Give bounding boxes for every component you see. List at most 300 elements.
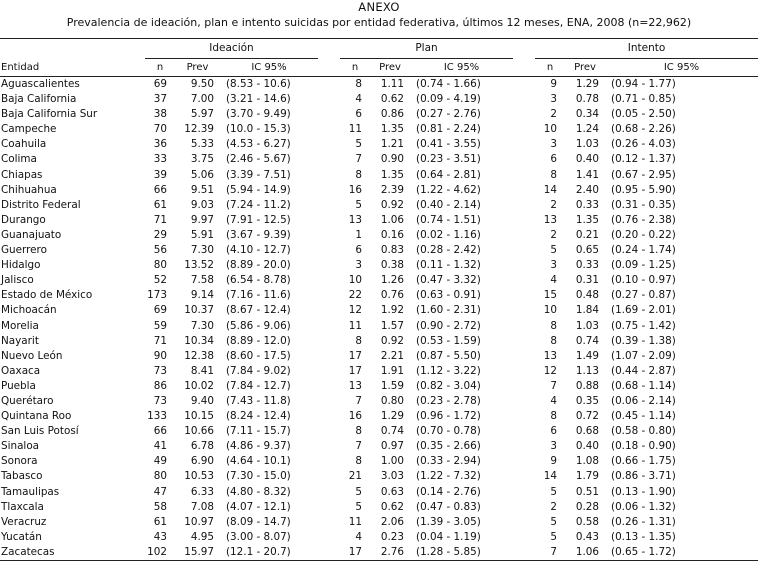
- table-caption: Prevalencia de ideación, plan e intento suicidas por entidad federativa, últimos 12 meses, ENA, 2008 (n=22,962): [66, 16, 692, 29]
- cell-entidad: Veracruz: [1, 515, 47, 528]
- cell-plan-ic: (0.96 - 1.72): [416, 410, 481, 423]
- cell-intento-prev: 1.84: [575, 304, 600, 317]
- cell-plan-n: 4: [355, 530, 363, 543]
- cell-intento-n: 10: [543, 123, 558, 136]
- cell-intento-ic: (0.13 - 1.90): [611, 485, 676, 498]
- cell-gap: [513, 319, 535, 334]
- cell-intento-n: 6: [550, 153, 558, 166]
- cell-ideacion-prev: 6.33: [190, 485, 214, 498]
- cell-gap: [318, 530, 340, 545]
- table-row: [0, 77, 758, 93]
- cell-ideacion-n: 49: [153, 455, 167, 468]
- cell-ideacion-ic: (4.53 - 6.27): [226, 138, 291, 151]
- cell-plan-n: 21: [348, 470, 363, 483]
- cell-gap: [513, 379, 535, 394]
- cell-gap: [318, 137, 340, 152]
- column-header-n: n: [156, 62, 164, 73]
- cell-gap: [318, 485, 340, 500]
- column-header-prev: Prev: [379, 62, 401, 73]
- cell-plan-n: 8: [355, 168, 363, 181]
- cell-gap: [513, 213, 535, 228]
- cell-gap: [318, 545, 340, 561]
- cell-ideacion-prev: 12.39: [184, 123, 214, 136]
- cell-intento-prev: 0.34: [575, 108, 600, 121]
- cell-entidad: Colima: [1, 153, 37, 166]
- cell-plan-prev: 0.92: [380, 334, 405, 347]
- cell-ideacion-n: 37: [153, 93, 167, 106]
- cell-gap: [513, 349, 535, 364]
- cell-intento-prev: 0.48: [575, 289, 600, 302]
- cell-ideacion-ic: (7.24 - 11.2): [226, 198, 291, 211]
- cell-ideacion-prev: 12.38: [184, 349, 214, 362]
- cell-intento-n: 15: [543, 289, 558, 302]
- cell-plan-n: 3: [355, 259, 363, 272]
- cell-plan-prev: 0.63: [380, 485, 405, 498]
- cell-gap: [318, 469, 340, 484]
- table-row: [0, 469, 758, 484]
- cell-ideacion-ic: (8.53 - 10.6): [226, 78, 291, 90]
- cell-intento-n: 5: [550, 485, 558, 498]
- cell-plan-ic: (0.09 - 4.19): [416, 93, 481, 106]
- group-header-plan: Plan: [340, 39, 513, 59]
- cell-intento-prev: 1.35: [575, 213, 600, 226]
- cell-intento-n: 7: [550, 545, 558, 558]
- cell-gap: [318, 515, 340, 530]
- cell-intento-n: 9: [550, 78, 558, 90]
- cell-ideacion-n: 29: [153, 228, 167, 241]
- table-row: [0, 137, 758, 152]
- cell-ideacion-n: 80: [153, 470, 167, 483]
- cell-entidad: Aguascalientes: [1, 78, 80, 90]
- column-header-entidad: Entidad: [1, 61, 40, 73]
- cell-ideacion-ic: (7.91 - 12.5): [226, 213, 291, 226]
- cell-plan-prev: 0.92: [380, 198, 405, 211]
- cell-ideacion-n: 52: [153, 274, 167, 287]
- cell-plan-n: 7: [355, 153, 363, 166]
- cell-intento-prev: 0.43: [575, 530, 600, 543]
- cell-plan-n: 13: [348, 213, 363, 226]
- cell-gap: [318, 409, 340, 424]
- cell-ideacion-ic: (7.84 - 12.7): [226, 379, 291, 392]
- cell-plan-prev: 0.74: [380, 425, 405, 438]
- cell-plan-prev: 0.76: [380, 289, 405, 302]
- table-row: [0, 152, 758, 167]
- cell-ideacion-ic: (4.80 - 8.32): [226, 485, 291, 498]
- cell-plan-ic: (0.02 - 1.16): [416, 228, 481, 241]
- cell-gap: [318, 439, 340, 454]
- cell-gap: [513, 334, 535, 349]
- cell-intento-prev: 1.29: [575, 78, 600, 90]
- cell-intento-ic: (0.67 - 2.95): [611, 168, 676, 181]
- cell-gap: [513, 243, 535, 258]
- cell-ideacion-ic: (8.09 - 14.7): [226, 515, 291, 528]
- cell-intento-prev: 0.51: [575, 485, 600, 498]
- cell-ideacion-prev: 5.06: [190, 168, 214, 181]
- cell-entidad: Coahuila: [1, 138, 47, 151]
- column-header-ic: IC 95%: [443, 62, 480, 73]
- cell-ideacion-prev: 5.91: [190, 228, 214, 241]
- cell-gap: [513, 500, 535, 515]
- cell-ideacion-ic: (3.00 - 8.07): [226, 530, 291, 543]
- cell-gap: [318, 303, 340, 318]
- cell-gap: [513, 469, 535, 484]
- cell-ideacion-ic: (5.86 - 9.06): [226, 319, 291, 332]
- cell-ideacion-n: 66: [153, 425, 167, 438]
- cell-intento-prev: 1.08: [575, 455, 600, 468]
- cell-entidad: Morelia: [1, 319, 39, 332]
- cell-intento-prev: 0.40: [575, 440, 600, 453]
- cell-gap: [513, 409, 535, 424]
- cell-ideacion-n: 36: [153, 138, 167, 151]
- table-row: [0, 334, 758, 349]
- cell-ideacion-prev: 7.58: [190, 274, 214, 287]
- cell-gap: [318, 379, 340, 394]
- cell-intento-prev: 2.40: [575, 183, 600, 196]
- table-row: [0, 107, 758, 122]
- cell-plan-prev: 2.76: [380, 545, 405, 558]
- cell-intento-prev: 1.79: [575, 470, 600, 483]
- cell-intento-n: 5: [550, 515, 558, 528]
- cell-intento-ic: (0.27 - 0.87): [611, 289, 676, 302]
- table-row: [0, 288, 758, 303]
- cell-ideacion-n: 47: [153, 485, 167, 498]
- table-row: [0, 258, 758, 273]
- cell-intento-prev: 0.35: [575, 394, 600, 407]
- cell-intento-prev: 0.31: [575, 274, 600, 287]
- table-row: [0, 243, 758, 258]
- cell-plan-prev: 1.00: [380, 455, 405, 468]
- cell-plan-prev: 2.06: [380, 515, 405, 528]
- cell-entidad: Guerrero: [1, 244, 47, 257]
- cell-intento-ic: (0.76 - 2.38): [611, 213, 676, 226]
- table-row: [0, 92, 758, 107]
- cell-intento-n: 5: [550, 530, 558, 543]
- cell-intento-ic: (0.75 - 1.42): [611, 319, 676, 332]
- cell-gap: [318, 288, 340, 303]
- table-row: [0, 515, 758, 530]
- cell-ideacion-prev: 9.51: [190, 183, 214, 196]
- cell-intento-ic: (0.39 - 1.38): [611, 334, 676, 347]
- cell-ideacion-n: 102: [147, 545, 167, 558]
- document-title: ANEXO: [358, 0, 400, 14]
- cell-plan-n: 11: [348, 123, 363, 136]
- cell-entidad: Sonora: [1, 455, 38, 468]
- cell-plan-ic: (0.11 - 1.32): [416, 259, 481, 272]
- cell-ideacion-n: 73: [153, 394, 167, 407]
- cell-entidad: Tabasco: [1, 470, 43, 483]
- cell-plan-prev: 1.35: [380, 123, 405, 136]
- table-row: [0, 409, 758, 424]
- cell-plan-ic: (0.74 - 1.66): [416, 78, 481, 90]
- cell-entidad: Baja California Sur: [1, 108, 98, 121]
- cell-ideacion-prev: 7.30: [190, 244, 214, 257]
- cell-plan-prev: 0.80: [380, 394, 405, 407]
- cell-intento-ic: (0.31 - 0.35): [611, 198, 676, 211]
- cell-entidad: Yucatán: [1, 530, 42, 543]
- cell-plan-ic: (1.22 - 7.32): [416, 470, 481, 483]
- cell-intento-ic: (1.69 - 2.01): [611, 304, 676, 317]
- cell-intento-n: 12: [543, 364, 558, 377]
- table-row: [0, 379, 758, 394]
- cell-ideacion-prev: 7.30: [190, 319, 214, 332]
- cell-ideacion-n: 58: [153, 500, 167, 513]
- cell-ideacion-n: 56: [153, 244, 167, 257]
- cell-ideacion-ic: (8.67 - 12.4): [226, 304, 291, 317]
- cell-ideacion-n: 173: [147, 289, 167, 302]
- cell-plan-n: 6: [355, 108, 363, 121]
- cell-plan-ic: (1.60 - 2.31): [416, 304, 481, 317]
- cell-plan-n: 22: [348, 289, 363, 302]
- cell-ideacion-prev: 9.50: [190, 78, 214, 90]
- cell-intento-ic: (0.09 - 1.25): [611, 259, 676, 272]
- cell-ideacion-prev: 10.53: [184, 470, 214, 483]
- cell-plan-prev: 2.21: [380, 349, 405, 362]
- cell-entidad: Hidalgo: [1, 259, 41, 272]
- cell-ideacion-ic: (4.07 - 12.1): [226, 500, 291, 513]
- cell-intento-n: 2: [550, 228, 558, 241]
- cell-gap: [513, 77, 535, 93]
- cell-ideacion-ic: (10.0 - 15.3): [226, 123, 291, 136]
- cell-plan-ic: (0.47 - 3.32): [416, 274, 481, 287]
- cell-gap: [318, 319, 340, 334]
- cell-entidad: Chiapas: [1, 168, 43, 181]
- cell-intento-ic: (0.05 - 2.50): [611, 108, 676, 121]
- cell-entidad: Jalisco: [1, 274, 34, 287]
- cell-plan-n: 11: [348, 319, 363, 332]
- cell-plan-n: 4: [355, 93, 363, 106]
- cell-plan-ic: (0.41 - 3.55): [416, 138, 481, 151]
- cell-plan-prev: 0.23: [380, 530, 405, 543]
- cell-entidad: Querétaro: [1, 394, 54, 407]
- cell-plan-ic: (0.33 - 2.94): [416, 455, 481, 468]
- cell-plan-prev: 0.62: [380, 93, 405, 106]
- cell-gap: [318, 334, 340, 349]
- cell-plan-prev: 0.38: [380, 259, 405, 272]
- cell-plan-n: 7: [355, 394, 363, 407]
- cell-plan-n: 13: [348, 379, 363, 392]
- cell-gap: [513, 258, 535, 273]
- cell-ideacion-n: 69: [153, 78, 167, 90]
- cell-ideacion-prev: 10.15: [184, 410, 214, 423]
- cell-intento-prev: 0.72: [575, 410, 600, 423]
- cell-intento-n: 13: [543, 349, 558, 362]
- column-header-prev: Prev: [186, 62, 209, 73]
- cell-intento-prev: 1.41: [575, 168, 600, 181]
- cell-gap: [513, 454, 535, 469]
- cell-intento-n: 10: [543, 304, 558, 317]
- cell-intento-ic: (0.13 - 1.35): [611, 530, 676, 543]
- cell-intento-prev: 1.03: [575, 319, 600, 332]
- cell-ideacion-ic: (4.64 - 10.1): [226, 455, 291, 468]
- cell-plan-prev: 0.97: [380, 440, 405, 453]
- cell-intento-n: 13: [543, 213, 558, 226]
- cell-ideacion-ic: (7.11 - 15.7): [226, 425, 291, 438]
- cell-ideacion-ic: (2.46 - 5.67): [226, 153, 291, 166]
- cell-ideacion-n: 39: [153, 168, 167, 181]
- cell-gap: [513, 530, 535, 545]
- cell-plan-n: 6: [355, 244, 363, 257]
- cell-intento-n: 14: [543, 470, 558, 483]
- cell-ideacion-prev: 4.95: [190, 530, 214, 543]
- cell-plan-n: 16: [348, 410, 363, 423]
- cell-plan-n: 10: [348, 274, 363, 287]
- cell-intento-prev: 1.06: [575, 545, 600, 558]
- cell-ideacion-prev: 10.66: [184, 425, 214, 438]
- cell-gap: [318, 122, 340, 137]
- cell-intento-ic: (0.86 - 3.71): [611, 470, 676, 483]
- cell-plan-prev: 0.83: [380, 244, 405, 257]
- cell-plan-prev: 1.06: [380, 213, 405, 226]
- column-header-n: n: [546, 62, 554, 73]
- cell-ideacion-prev: 10.97: [184, 515, 214, 528]
- cell-intento-n: 2: [550, 108, 558, 121]
- group-header-gap: [318, 39, 340, 59]
- table-body: [0, 77, 758, 561]
- cell-ideacion-ic: (8.24 - 12.4): [226, 410, 291, 423]
- cell-ideacion-n: 43: [153, 530, 167, 543]
- cell-ideacion-ic: (3.70 - 9.49): [226, 108, 291, 121]
- cell-intento-prev: 0.33: [575, 259, 600, 272]
- cell-entidad: Nuevo León: [1, 349, 63, 362]
- cell-plan-prev: 2.39: [380, 183, 405, 196]
- cell-intento-n: 3: [550, 93, 558, 106]
- cell-entidad: Quintana Roo: [1, 410, 72, 423]
- cell-ideacion-n: 59: [153, 319, 167, 332]
- cell-intento-ic: (0.10 - 0.97): [611, 274, 676, 287]
- cell-plan-n: 12: [348, 304, 363, 317]
- cell-plan-ic: (0.28 - 2.42): [416, 244, 481, 257]
- cell-intento-n: 14: [543, 183, 558, 196]
- group-header-row: [0, 39, 758, 59]
- cell-intento-n: 8: [550, 319, 558, 332]
- cell-gap: [318, 168, 340, 183]
- cell-entidad: Chihuahua: [1, 183, 57, 196]
- cell-gap: [513, 152, 535, 167]
- cell-gap: [513, 485, 535, 500]
- cell-gap: [513, 107, 535, 122]
- table-row: [0, 319, 758, 334]
- cell-intento-ic: (0.06 - 1.32): [611, 500, 676, 513]
- cell-gap: [318, 77, 340, 93]
- group-header-ideacion: Ideación: [145, 39, 318, 59]
- cell-gap: [513, 92, 535, 107]
- cell-ideacion-ic: (3.39 - 7.51): [226, 168, 291, 181]
- cell-gap: [513, 303, 535, 318]
- cell-intento-prev: 1.03: [575, 138, 600, 151]
- cell-gap: [513, 122, 535, 137]
- cell-intento-ic: (0.58 - 0.80): [611, 425, 676, 438]
- cell-intento-ic: (0.68 - 2.26): [611, 123, 676, 136]
- table-row: [0, 424, 758, 439]
- cell-ideacion-n: 70: [153, 123, 167, 136]
- cell-ideacion-n: 71: [153, 213, 167, 226]
- cell-ideacion-ic: (4.10 - 12.7): [226, 244, 291, 257]
- cell-intento-n: 8: [550, 168, 558, 181]
- cell-gap: [513, 515, 535, 530]
- cell-entidad: Guanajuato: [1, 228, 62, 241]
- cell-ideacion-ic: (7.43 - 11.8): [226, 394, 291, 407]
- cell-entidad: Puebla: [1, 379, 36, 392]
- cell-plan-ic: (1.12 - 3.22): [416, 364, 481, 377]
- cell-plan-ic: (0.23 - 3.51): [416, 153, 481, 166]
- cell-gap: [513, 137, 535, 152]
- cell-plan-prev: 0.86: [380, 108, 405, 121]
- column-header-ic: IC 95%: [251, 62, 287, 73]
- cell-plan-ic: (0.70 - 0.78): [416, 425, 481, 438]
- cell-plan-ic: (0.47 - 0.83): [416, 500, 481, 513]
- cell-plan-prev: 1.59: [380, 379, 405, 392]
- group-header-intento: Intento: [535, 39, 758, 59]
- cell-ideacion-ic: (3.21 - 14.6): [226, 93, 291, 106]
- cell-intento-n: 5: [550, 244, 558, 257]
- table-row: [0, 273, 758, 288]
- cell-ideacion-n: 71: [153, 334, 167, 347]
- cell-entidad: San Luis Potosí: [1, 425, 79, 438]
- cell-intento-ic: (1.07 - 2.09): [611, 349, 676, 362]
- cell-intento-ic: (0.44 - 2.87): [611, 364, 676, 377]
- cell-gap: [513, 273, 535, 288]
- cell-plan-n: 8: [355, 334, 363, 347]
- cell-intento-prev: 0.88: [575, 379, 600, 392]
- cell-intento-n: 8: [550, 410, 558, 423]
- cell-gap: [318, 500, 340, 515]
- cell-entidad: Durango: [1, 213, 46, 226]
- cell-plan-n: 7: [355, 440, 363, 453]
- cell-plan-n: 16: [348, 183, 363, 196]
- cell-ideacion-prev: 13.52: [184, 259, 214, 272]
- cell-plan-ic: (0.90 - 2.72): [416, 319, 481, 332]
- cell-intento-ic: (0.26 - 4.03): [611, 138, 676, 151]
- cell-plan-prev: 1.21: [380, 138, 405, 151]
- cell-gap: [318, 198, 340, 213]
- cell-gap: [318, 213, 340, 228]
- cell-gap: [513, 364, 535, 379]
- cell-entidad: Sinaloa: [1, 440, 40, 453]
- cell-plan-n: 8: [355, 425, 363, 438]
- cell-entidad: Baja California: [1, 93, 77, 106]
- cell-entidad: Oaxaca: [1, 364, 41, 377]
- cell-ideacion-n: 73: [153, 364, 167, 377]
- cell-intento-n: 6: [550, 425, 558, 438]
- cell-ideacion-n: 69: [153, 304, 167, 317]
- cell-plan-ic: (0.87 - 5.50): [416, 349, 481, 362]
- cell-intento-ic: (0.26 - 1.31): [611, 515, 676, 528]
- cell-ideacion-n: 61: [153, 198, 167, 211]
- cell-plan-n: 17: [348, 364, 363, 377]
- cell-gap: [318, 92, 340, 107]
- cell-intento-ic: (0.71 - 0.85): [611, 93, 676, 106]
- table-row: [0, 439, 758, 454]
- cell-gap: [513, 228, 535, 243]
- cell-intento-ic: (0.65 - 1.72): [611, 545, 676, 558]
- cell-ideacion-prev: 7.00: [190, 93, 214, 106]
- cell-ideacion-ic: (7.16 - 11.6): [226, 289, 291, 302]
- cell-intento-n: 7: [550, 379, 558, 392]
- cell-gap: [318, 183, 340, 198]
- cell-ideacion-n: 86: [153, 379, 167, 392]
- cell-intento-n: 2: [550, 500, 558, 513]
- cell-intento-n: 2: [550, 198, 558, 211]
- cell-ideacion-ic: (7.84 - 9.02): [226, 364, 291, 377]
- cell-plan-ic: (0.82 - 3.04): [416, 379, 481, 392]
- cell-intento-ic: (0.24 - 1.74): [611, 244, 676, 257]
- cell-ideacion-n: 90: [153, 349, 167, 362]
- cell-intento-n: 3: [550, 259, 558, 272]
- table-row: [0, 500, 758, 515]
- cell-ideacion-prev: 5.97: [190, 108, 214, 121]
- cell-entidad: Tamaulipas: [1, 485, 60, 498]
- cell-ideacion-prev: 10.34: [184, 334, 214, 347]
